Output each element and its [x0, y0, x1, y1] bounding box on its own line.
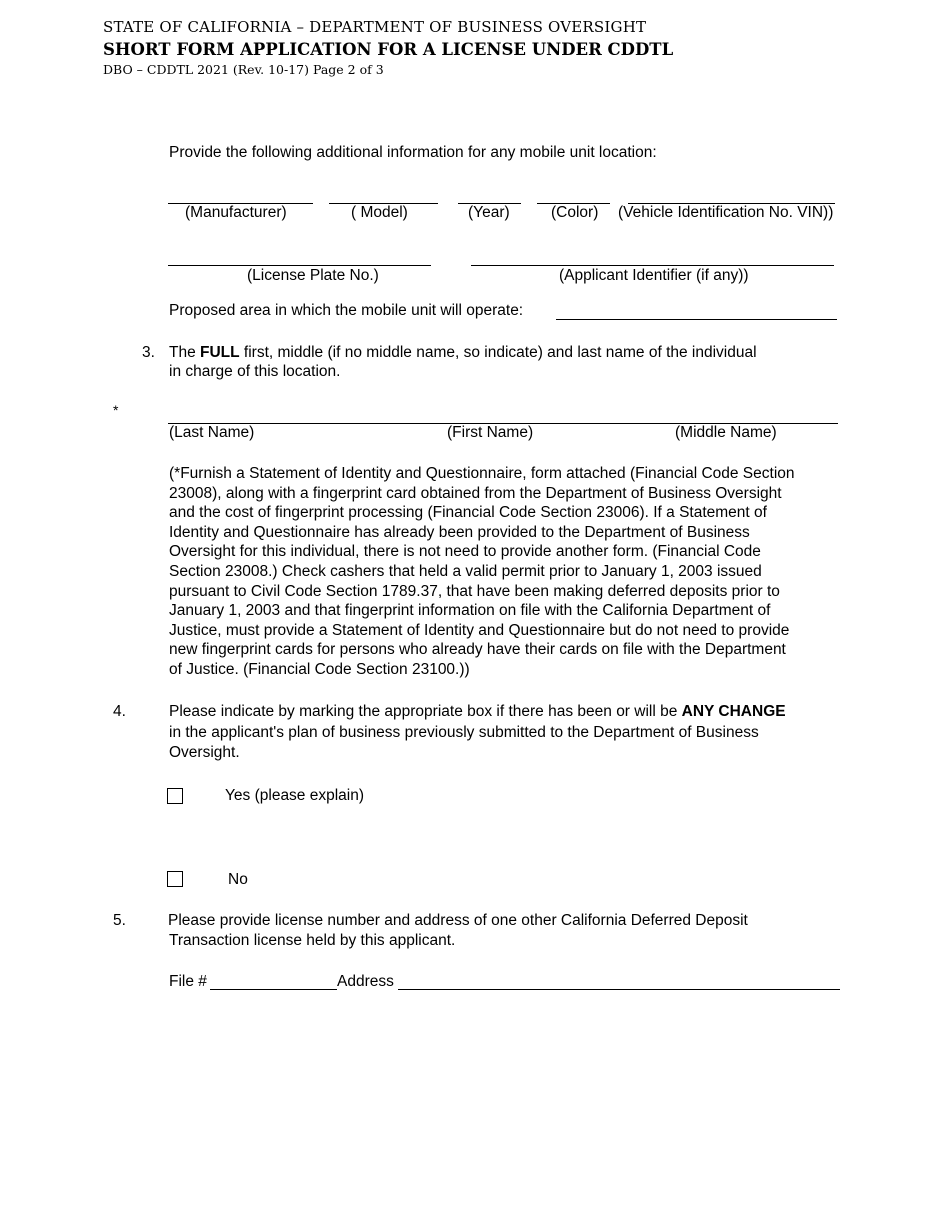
no-checkbox[interactable]	[167, 871, 183, 887]
operating-area-label: Proposed area in which the mobile unit will operate:	[169, 302, 524, 319]
q3-number: 3.	[142, 344, 155, 361]
color-caption: (Color)	[551, 204, 599, 221]
q5-text-line2: Transaction license held by this applicant.	[169, 932, 456, 949]
applicant-identifier-field[interactable]	[471, 265, 834, 266]
q4-text-line3: Oversight.	[169, 744, 240, 761]
q4-text-line1: Please indicate by marking the appropriate box if there has been or will be ANY CHANGE	[169, 703, 786, 720]
vin-caption: (Vehicle Identification No. VIN))	[618, 204, 834, 221]
q3-text-line2: in charge of this location.	[169, 363, 341, 380]
file-number-field[interactable]	[210, 989, 337, 990]
q4-number: 4.	[113, 703, 126, 720]
model-caption: ( Model)	[351, 204, 408, 221]
q5-number: 5.	[113, 912, 126, 929]
note-line: Oversight for this individual, there is not need to provide another form. (Financial Code	[169, 543, 761, 561]
license-plate-field[interactable]	[168, 265, 431, 266]
note-line: Identity and Questionnaire has already been provided to the Department of Business	[169, 523, 750, 541]
note-line: 23008), along with a fingerprint card obtained from the Department of Business Oversight	[169, 484, 782, 502]
q3-text-line1: The FULL first, middle (if no middle name, so indicate) and last name of the individual	[169, 344, 757, 361]
note-line: January 1, 2003 and that fingerprint information on file with the California Department of	[169, 602, 771, 620]
yes-label: Yes (please explain)	[225, 787, 365, 804]
yes-checkbox[interactable]	[167, 788, 183, 804]
asterisk-marker: *	[113, 402, 119, 418]
mobile-intro: Provide the following additional information for any mobile unit location:	[169, 144, 657, 161]
note-line: new fingerprint cards for persons who already have their cards on file with the Department	[169, 641, 786, 659]
agency-header: STATE OF CALIFORNIA – DEPARTMENT OF BUSINESS OVERSIGHT	[103, 18, 647, 36]
license-plate-caption: (License Plate No.)	[247, 267, 379, 284]
manufacturer-caption: (Manufacturer)	[185, 204, 287, 221]
middle-name-caption: (Middle Name)	[675, 424, 777, 441]
year-caption: (Year)	[468, 204, 510, 221]
form-code: DBO – CDDTL 2021 (Rev. 10-17) Page 2 of 3	[103, 62, 384, 77]
q5-text-line1: Please provide license number and address of one other California Deferred Deposit	[168, 912, 748, 929]
address-field[interactable]	[398, 989, 840, 990]
applicant-identifier-caption: (Applicant Identifier (if any))	[559, 267, 749, 284]
no-label: No	[228, 871, 248, 888]
file-number-label: File #	[169, 973, 207, 990]
identity-note	[169, 464, 841, 680]
note-line: Justice, must provide a Statement of Identity and Questionnaire but do not need to provide	[169, 621, 790, 639]
note-line: and the cost of fingerprint processing (Financial Code Section 23006). If a Statement of	[169, 504, 767, 522]
operating-area-field[interactable]	[556, 319, 837, 320]
note-line: Section 23008.) Check cashers that held a valid permit prior to January 1, 2003 issued	[169, 562, 762, 580]
form-title: SHORT FORM APPLICATION FOR A LICENSE UNDER CDDTL	[103, 40, 674, 59]
q4-text-line2: in the applicant's plan of business previously submitted to the Department of Business	[169, 724, 759, 741]
note-line: pursuant to Civil Code Section 1789.37, that have been making deferred deposits prior to	[169, 582, 780, 600]
note-line: of Justice. (Financial Code Section 23100.))	[169, 660, 470, 678]
note-line: (*Furnish a Statement of Identity and Questionnaire, form attached (Financial Code Section	[169, 465, 795, 482]
address-label: Address	[337, 973, 394, 990]
first-name-caption: (First Name)	[447, 424, 534, 441]
last-name-caption: (Last Name)	[169, 424, 255, 441]
